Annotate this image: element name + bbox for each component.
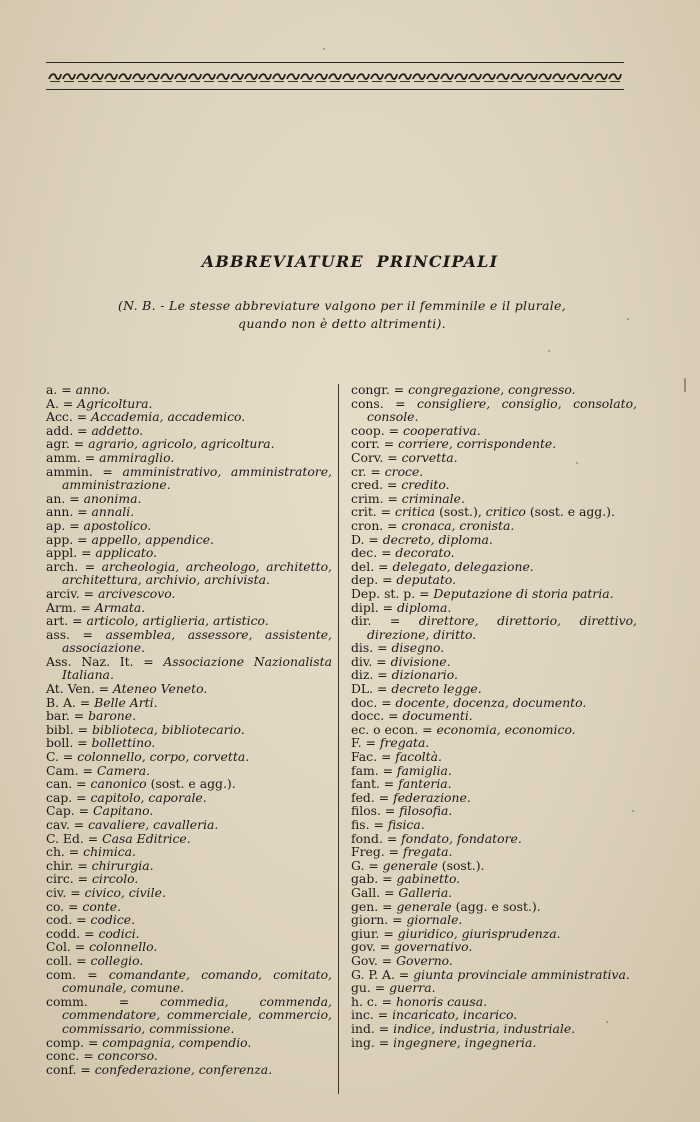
- abbreviation: boll. =: [46, 735, 92, 751]
- abbreviation-entry: [351, 750, 637, 764]
- abbreviation: ann. =: [46, 504, 92, 520]
- definition: delegato, delegazione.: [392, 558, 534, 574]
- grammar-note: (agg. e sost.).: [451, 898, 541, 914]
- abbreviation-entry: [46, 832, 332, 846]
- definition: apostolico.: [83, 517, 152, 533]
- abbreviation: an. =: [46, 490, 84, 506]
- definition: facoltà.: [395, 749, 442, 765]
- abbreviation: fis. =: [351, 817, 388, 832]
- paper-speck: [576, 462, 578, 464]
- definition: colonnello, corpo, corvetta.: [77, 749, 250, 765]
- definition: criminale.: [401, 490, 465, 506]
- abbreviation-entry: [46, 927, 332, 941]
- abbreviation-entry: [351, 723, 637, 737]
- abbreviation: Corv. =: [351, 449, 402, 465]
- abbreviation-entry: [46, 954, 332, 968]
- abbreviation-entry: [46, 777, 332, 791]
- grammar-note: (sost.),: [435, 504, 486, 520]
- definition: giuridico, giurisprudenza.: [397, 925, 561, 941]
- abbreviation-entry: [351, 859, 637, 873]
- abbreviation-entry: [351, 614, 637, 641]
- abbreviation: B. A. =: [46, 694, 95, 710]
- abbreviations-column-left: [46, 383, 332, 1076]
- abbreviation: can. =: [46, 776, 91, 792]
- abbreviation-entry: [351, 601, 637, 615]
- abbreviation-entry: [46, 696, 332, 710]
- abbreviation: corr. =: [351, 436, 399, 452]
- abbreviation-entry: [351, 519, 637, 533]
- abbreviation-entry: [46, 709, 332, 723]
- abbreviation: congr. =: [351, 382, 409, 397]
- definition: applicato.: [95, 545, 158, 561]
- band-bottom-rule: [46, 89, 624, 90]
- abbreviation-entry: [46, 940, 332, 954]
- abbreviation-entry: [351, 900, 637, 914]
- abbreviation-entry: [351, 465, 637, 479]
- abbreviation-entry: [46, 587, 332, 601]
- definition: decreto legge.: [391, 681, 482, 697]
- definition: cronaca, cronista.: [401, 517, 515, 533]
- abbreviation: cap. =: [46, 789, 91, 805]
- band-top-rule: [46, 62, 624, 63]
- abbreviation: amm. =: [46, 449, 100, 465]
- definition: concorso.: [97, 1048, 158, 1064]
- paper-speck: [627, 318, 629, 320]
- definition: anonima.: [83, 490, 142, 506]
- abbreviation: fond. =: [351, 830, 402, 846]
- abbreviation: cod. =: [46, 912, 91, 928]
- abbreviation-entry: [46, 437, 332, 451]
- abbreviation: dir. =: [351, 613, 419, 629]
- definition: generale: [382, 857, 438, 873]
- abbreviation: F. =: [351, 735, 380, 751]
- abbreviation: inc. =: [351, 1007, 393, 1023]
- abbreviation-entry: [351, 424, 637, 438]
- abbreviation: docc. =: [351, 708, 403, 724]
- abbreviation: diz. =: [351, 667, 392, 683]
- abbreviation: Dep. st. p. =: [351, 585, 434, 601]
- abbreviation-entry: [351, 492, 637, 506]
- definition: comandante, comando, comitato, comunale, comune.: [62, 966, 332, 996]
- abbreviation: codd. =: [46, 925, 99, 941]
- definition: governativo.: [394, 939, 473, 955]
- definition: docente, docenza, documento.: [395, 694, 587, 710]
- abbreviation: bar. =: [46, 708, 89, 724]
- abbreviation-entry: [46, 410, 332, 424]
- abbreviation: ammin. =: [46, 463, 123, 479]
- abbreviation: crim. =: [351, 490, 402, 506]
- definition: direttore, direttorio, direttivo, direzione, diritto.: [367, 613, 637, 642]
- abbreviation: appl. =: [46, 545, 96, 561]
- abbreviation: Cam. =: [46, 762, 97, 778]
- abbreviation: h. c. =: [351, 993, 396, 1009]
- abbreviation: dep. =: [351, 572, 397, 588]
- abbreviation: At. Ven. =: [46, 681, 113, 697]
- abbreviation: ind. =: [351, 1020, 394, 1036]
- abbreviation-entry: [46, 533, 332, 547]
- definition: Agricoltura.: [77, 395, 153, 411]
- abbreviation-entry: [351, 655, 637, 669]
- abbreviation-entry: [351, 764, 637, 778]
- grammar-note: (sost. e agg.).: [525, 504, 615, 520]
- definition: disegno.: [391, 640, 445, 656]
- definition: fisica.: [387, 817, 425, 832]
- definition: fondato, fondatore.: [401, 830, 522, 846]
- abbreviation: a. =: [46, 382, 76, 397]
- abbreviation: ch. =: [46, 844, 84, 860]
- definition: codici.: [98, 925, 140, 941]
- abbreviation-entry: [351, 845, 637, 859]
- definition: consigliere, consiglio, consolato, console.: [367, 395, 637, 425]
- definition: amministrativo, amministratore, amministrazione.: [62, 463, 333, 493]
- definition: decreto, diploma.: [382, 531, 493, 547]
- abbreviation-entry: [351, 981, 637, 995]
- abbreviation: civ. =: [46, 884, 85, 900]
- abbreviation: agr. =: [46, 436, 89, 452]
- abbreviation: fed. =: [351, 789, 394, 805]
- definition: divisione.: [390, 653, 451, 669]
- abbreviation-entry: [351, 696, 637, 710]
- abbreviation: chir. =: [46, 857, 92, 873]
- abbreviation-entry: [46, 900, 332, 914]
- definition: diploma.: [397, 599, 452, 615]
- definition: famiglia.: [396, 762, 452, 778]
- abbreviation-entry: [351, 791, 637, 805]
- abbreviation-entry: [351, 1022, 637, 1036]
- abbreviation-entry: [46, 886, 332, 900]
- abbreviation: del. =: [351, 558, 393, 574]
- definition: critico: [485, 504, 526, 520]
- definition: Camera.: [96, 762, 151, 778]
- abbreviation-entry: [46, 1036, 332, 1050]
- definition: congregazione, congresso.: [408, 382, 576, 397]
- definition: Governo.: [396, 952, 453, 968]
- definition: ammiraglio.: [99, 449, 175, 465]
- abbreviation: fant. =: [351, 776, 399, 792]
- abbreviation-entry: [46, 614, 332, 628]
- definition: collegio.: [90, 952, 144, 968]
- definition: fanteria.: [398, 776, 452, 792]
- paper-speck: [632, 810, 634, 812]
- abbreviation: giur. =: [351, 925, 398, 941]
- abbreviation-entry: [46, 995, 332, 1036]
- abbreviation: com. =: [46, 966, 109, 982]
- abbreviation: cav. =: [46, 817, 89, 832]
- abbreviation: cr. =: [351, 463, 385, 479]
- abbreviation: cron. =: [351, 517, 402, 533]
- definition: arcivescovo.: [97, 585, 176, 601]
- abbreviation-entry: [46, 750, 332, 764]
- abbreviation-entry: [351, 968, 637, 982]
- abbreviation-entry: [351, 818, 637, 832]
- abbreviation: arch. =: [46, 558, 102, 574]
- abbreviation: cred. =: [351, 477, 402, 493]
- abbreviation-entry: [46, 791, 332, 805]
- abbreviation-entry: [46, 546, 332, 560]
- definition: cooperativa.: [403, 422, 481, 438]
- definition: incaricato, incarico.: [392, 1007, 518, 1023]
- abbreviation: C. =: [46, 749, 78, 765]
- abbreviation: Freg. =: [351, 844, 403, 860]
- definition: articolo, artiglieria, artistico.: [86, 613, 269, 629]
- abbreviation-entry: [46, 818, 332, 832]
- abbreviation: G. =: [351, 857, 383, 873]
- abbreviation-entry: [351, 913, 637, 927]
- definition: chirurgia.: [91, 857, 154, 873]
- definition: filosofia.: [399, 803, 453, 819]
- abbreviation-entry: [46, 859, 332, 873]
- abbreviation-entry: [351, 682, 637, 696]
- abbreviation-entry: [351, 383, 637, 397]
- abbreviation-entry: [46, 736, 332, 750]
- definition: fregata.: [402, 844, 453, 860]
- abbreviation-entry: [351, 573, 637, 587]
- definition: compagnia, compendio.: [102, 1034, 252, 1050]
- abbreviation-entry: [46, 519, 332, 533]
- abbreviation: Gall. =: [351, 884, 399, 900]
- definition: guerra.: [389, 980, 436, 996]
- abbreviation: crit. =: [351, 504, 396, 520]
- abbreviation: C. Ed. =: [46, 830, 103, 846]
- abbreviation: gab. =: [351, 871, 397, 887]
- abbreviation-entry: [351, 804, 637, 818]
- definition: assemblea, assessore, assistente, associazione.: [62, 626, 332, 656]
- abbreviations-column-right: [351, 383, 637, 1049]
- abbreviation-entry: [351, 886, 637, 900]
- wave-ornament-icon: [48, 70, 622, 83]
- abbreviation: conf. =: [46, 1061, 95, 1077]
- abbreviation: Cap. =: [46, 803, 93, 819]
- definition: civico, civile.: [84, 884, 166, 900]
- definition: indice, industria, industriale.: [393, 1020, 576, 1036]
- definition: Accademia, accademico.: [91, 409, 246, 425]
- abbreviation-entry: [351, 777, 637, 791]
- abbreviation-entry: [351, 940, 637, 954]
- definition: colonnello.: [89, 939, 158, 955]
- definition: dizionario.: [391, 667, 458, 683]
- abbreviation-entry: [351, 927, 637, 941]
- definition: confederazione, conferenza.: [94, 1061, 273, 1077]
- definition: federazione.: [393, 789, 471, 805]
- paper-speck: [606, 1021, 608, 1023]
- abbreviation: ing. =: [351, 1034, 394, 1050]
- abbreviation-entry: [351, 451, 637, 465]
- abbreviation-entry: [46, 845, 332, 859]
- definition: giornale.: [406, 912, 463, 928]
- definition: corvetta.: [401, 449, 458, 465]
- definition: Belle Arti.: [94, 694, 158, 710]
- abbreviation-entry: [46, 655, 332, 682]
- abbreviation-entry: [351, 505, 637, 519]
- abbreviation: dipl. =: [351, 599, 397, 615]
- definition: Casa Editrice.: [102, 830, 191, 846]
- abbreviation-entry: [46, 1049, 332, 1063]
- abbreviation: Fac. =: [351, 749, 396, 765]
- abbreviation-entry: [46, 628, 332, 655]
- abbreviation-entry: [46, 465, 332, 492]
- abbreviation-entry: [46, 804, 332, 818]
- abbreviation: gen. =: [351, 898, 397, 914]
- definition: economia, economico.: [436, 721, 576, 737]
- definition: canonico: [90, 776, 147, 792]
- abbreviation: app. =: [46, 531, 92, 547]
- definition: fregata.: [379, 735, 430, 751]
- abbreviation: gu. =: [351, 980, 390, 996]
- abbreviation: fam. =: [351, 762, 397, 778]
- definition: critica: [395, 504, 436, 520]
- abbreviation-entry: [351, 954, 637, 968]
- abbreviation-entry: [351, 1008, 637, 1022]
- abbreviation-entry: [351, 397, 637, 424]
- abbreviation-entry: [351, 995, 637, 1009]
- abbreviation-entry: [351, 872, 637, 886]
- abbreviation: Arm. =: [46, 599, 95, 615]
- definition: giunta provinciale amministrativa.: [413, 966, 630, 982]
- definition: barone.: [88, 708, 137, 724]
- abbreviation-entry: [46, 682, 332, 696]
- abbreviation-entry: [46, 397, 332, 411]
- abbreviation: giorn. =: [351, 912, 407, 928]
- abbreviation-entry: [46, 723, 332, 737]
- paper-speck: [548, 350, 550, 352]
- page-title: ABBREVIATURE PRINCIPALI: [201, 252, 499, 271]
- definition: capitolo, caporale.: [90, 789, 207, 805]
- editorial-note: [56, 297, 628, 333]
- definition: annali.: [91, 504, 135, 520]
- ornamental-header-band: [46, 62, 624, 90]
- definition: Ateneo Veneto.: [112, 681, 208, 697]
- grammar-note: (sost.).: [437, 857, 485, 873]
- abbreviation-entry: [351, 832, 637, 846]
- abbreviation: comm. =: [46, 993, 161, 1009]
- definition: commedia, commenda, commendatore, commerciale, commercio, commissario, commissione.: [62, 993, 332, 1036]
- note-line-2: quando non è detto altrimenti).: [238, 316, 446, 331]
- definition: chimica.: [83, 844, 136, 860]
- definition: deputato.: [396, 572, 457, 588]
- abbreviation-entry: [351, 709, 637, 723]
- definition: appello, appendice.: [91, 531, 214, 547]
- abbreviation: G. P. A. =: [351, 966, 414, 982]
- abbreviation: add. =: [46, 422, 92, 438]
- abbreviation: co. =: [46, 898, 83, 914]
- definition: biblioteca, bibliotecario.: [92, 721, 245, 737]
- abbreviation-entry: [46, 505, 332, 519]
- column-divider: [338, 384, 339, 1094]
- definition: ingegnere, ingegneria.: [393, 1034, 537, 1050]
- abbreviation: ec. o econ. =: [351, 721, 437, 737]
- abbreviation: circ. =: [46, 871, 92, 887]
- abbreviation-entry: [351, 546, 637, 560]
- abbreviation-entry: [46, 492, 332, 506]
- abbreviation-entry: [351, 478, 637, 492]
- note-line-1: (N. B. - Le stesse abbreviature valgono per il femminile e il plurale,: [118, 298, 566, 313]
- abbreviation: ap. =: [46, 517, 84, 533]
- definition: addetto.: [91, 422, 144, 438]
- abbreviation-entry: [351, 736, 637, 750]
- abbreviation-entry: [46, 601, 332, 615]
- abbreviation: div. =: [351, 653, 391, 669]
- abbreviation: gov. =: [351, 939, 395, 955]
- abbreviation: comp. =: [46, 1034, 103, 1050]
- abbreviation: Gov. =: [351, 952, 397, 968]
- definition: credito.: [401, 477, 450, 493]
- definition: Capitano.: [93, 803, 154, 819]
- abbreviation-entry: [46, 872, 332, 886]
- abbreviation-entry: [351, 437, 637, 451]
- abbreviation: cons. =: [351, 395, 418, 411]
- abbreviation-entry: [46, 451, 332, 465]
- abbreviation: arciv. =: [46, 585, 98, 601]
- definition: Armata.: [94, 599, 146, 615]
- abbreviation: coop. =: [351, 422, 403, 438]
- definition: gabinetto.: [396, 871, 461, 887]
- definition: Deputazione di storia patria.: [433, 585, 614, 601]
- definition: documenti.: [402, 708, 473, 724]
- abbreviation-entry: [46, 560, 332, 587]
- definition: codice.: [90, 912, 136, 928]
- definition: croce.: [384, 463, 424, 479]
- definition: anno.: [75, 382, 111, 397]
- abbreviation-entry: [351, 533, 637, 547]
- definition: cavaliere, cavalleria.: [88, 817, 219, 832]
- definition: generale: [396, 898, 452, 914]
- abbreviation: doc. =: [351, 694, 396, 710]
- definition: Galleria.: [398, 884, 453, 900]
- grammar-note: (sost. e agg.).: [146, 776, 236, 792]
- definition: bollettino.: [91, 735, 156, 751]
- definition: corriere, corrispondente.: [398, 436, 557, 452]
- definition: conte.: [82, 898, 122, 914]
- definition: honoris causa.: [396, 993, 488, 1009]
- abbreviation-entry: [351, 587, 637, 601]
- abbreviation: D. =: [351, 531, 383, 547]
- abbreviation: Ass. Naz. It. =: [46, 653, 164, 669]
- paper-speck: [323, 48, 325, 50]
- abbreviation-entry: [46, 424, 332, 438]
- abbreviation-entry: [46, 913, 332, 927]
- abbreviation: coll. =: [46, 952, 91, 968]
- abbreviation: art. =: [46, 613, 87, 629]
- abbreviation-entry: [351, 560, 637, 574]
- abbreviation: ass. =: [46, 626, 106, 642]
- abbreviation-entry: [46, 1063, 332, 1077]
- abbreviation: DL. =: [351, 681, 392, 697]
- abbreviation-entry: [46, 764, 332, 778]
- definition: Associazione Nazionalista Italiana.: [62, 653, 332, 683]
- abbreviation-entry: [46, 968, 332, 995]
- definition: archeologia, archeologo, architetto, architettura, archivio, archivista.: [62, 558, 332, 588]
- abbreviation-entry: [351, 641, 637, 655]
- abbreviation-entry: [351, 1036, 637, 1050]
- abbreviation-entry: [351, 668, 637, 682]
- abbreviation: A. =: [46, 395, 78, 411]
- definition: circolo.: [91, 871, 139, 887]
- abbreviation: filos. =: [351, 803, 400, 819]
- abbreviation: dec. =: [351, 545, 396, 561]
- paper-speck: [684, 378, 686, 392]
- abbreviation-entry: [46, 383, 332, 397]
- definition: decorato.: [395, 545, 455, 561]
- abbreviation: bibl. =: [46, 721, 92, 737]
- abbreviation: conc. =: [46, 1048, 98, 1064]
- abbreviation: Col. =: [46, 939, 90, 955]
- abbreviation: dis. =: [351, 640, 392, 656]
- definition: agrario, agricolo, agricoltura.: [88, 436, 275, 452]
- abbreviation: Acc. =: [46, 409, 92, 425]
